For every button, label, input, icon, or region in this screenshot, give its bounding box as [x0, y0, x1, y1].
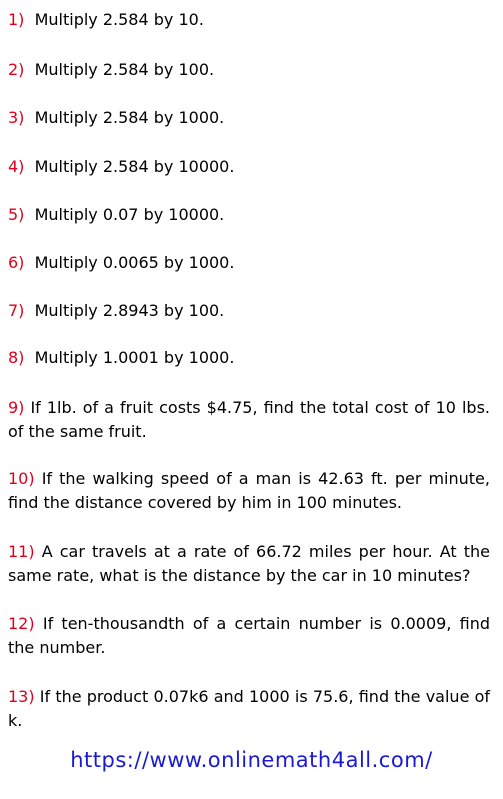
question-text: Multiply 2.584 by 10.: [34, 10, 204, 29]
question-number: 3): [8, 108, 25, 127]
question-number: 2): [8, 60, 25, 79]
question-text: Multiply 2.584 by 100.: [34, 60, 215, 79]
question-10: [8, 467, 490, 515]
question-11: [8, 540, 490, 588]
question-text: If ten-thousandth of a certain number is 0.0009, find the number.: [8, 614, 491, 657]
question-number: 8): [8, 348, 25, 367]
question-number: 9): [8, 398, 25, 417]
question-6: [8, 251, 490, 275]
question-number: 7): [8, 301, 25, 320]
question-number: 5): [8, 205, 25, 224]
question-9: [8, 396, 490, 444]
question-2: [8, 58, 490, 82]
question-text: If the product 0.07k6 and 1000 is 75.6, find the value of k.: [8, 687, 491, 730]
question-4: [8, 155, 490, 179]
website-link[interactable]: https://www.onlinemath4all.com/: [70, 748, 433, 772]
question-number: 6): [8, 253, 25, 272]
question-13: [8, 685, 490, 733]
question-text: Multiply 0.07 by 10000.: [34, 205, 225, 224]
question-3: [8, 106, 490, 130]
question-12: [8, 612, 490, 660]
question-text: A car travels at a rate of 66.72 miles per hour. At the same rate, what is the distance by the car in 10 minutes?: [8, 542, 490, 585]
question-5: [8, 203, 490, 227]
question-7: [8, 299, 490, 323]
question-number: 1): [8, 10, 25, 29]
question-text: Multiply 0.0065 by 1000.: [34, 253, 235, 272]
question-text: Multiply 2.584 by 10000.: [34, 157, 235, 176]
question-1: [8, 8, 490, 32]
question-text: Multiply 2.584 by 1000.: [34, 108, 225, 127]
question-text: Multiply 2.8943 by 100.: [34, 301, 225, 320]
question-text: If 1lb. of a fruit costs $4.75, find the total cost of 10 lbs. of the same fruit.: [8, 398, 490, 441]
question-number: 10): [8, 469, 35, 488]
question-number: 12): [8, 614, 35, 633]
question-8: [8, 346, 490, 370]
question-text: If the walking speed of a man is 42.63 ft. per minute, find the distance covered by him in 100 minutes.: [8, 469, 490, 512]
question-number: 4): [8, 157, 25, 176]
question-text: Multiply 1.0001 by 1000.: [34, 348, 235, 367]
question-number: 13): [8, 687, 35, 706]
question-number: 11): [8, 542, 35, 561]
